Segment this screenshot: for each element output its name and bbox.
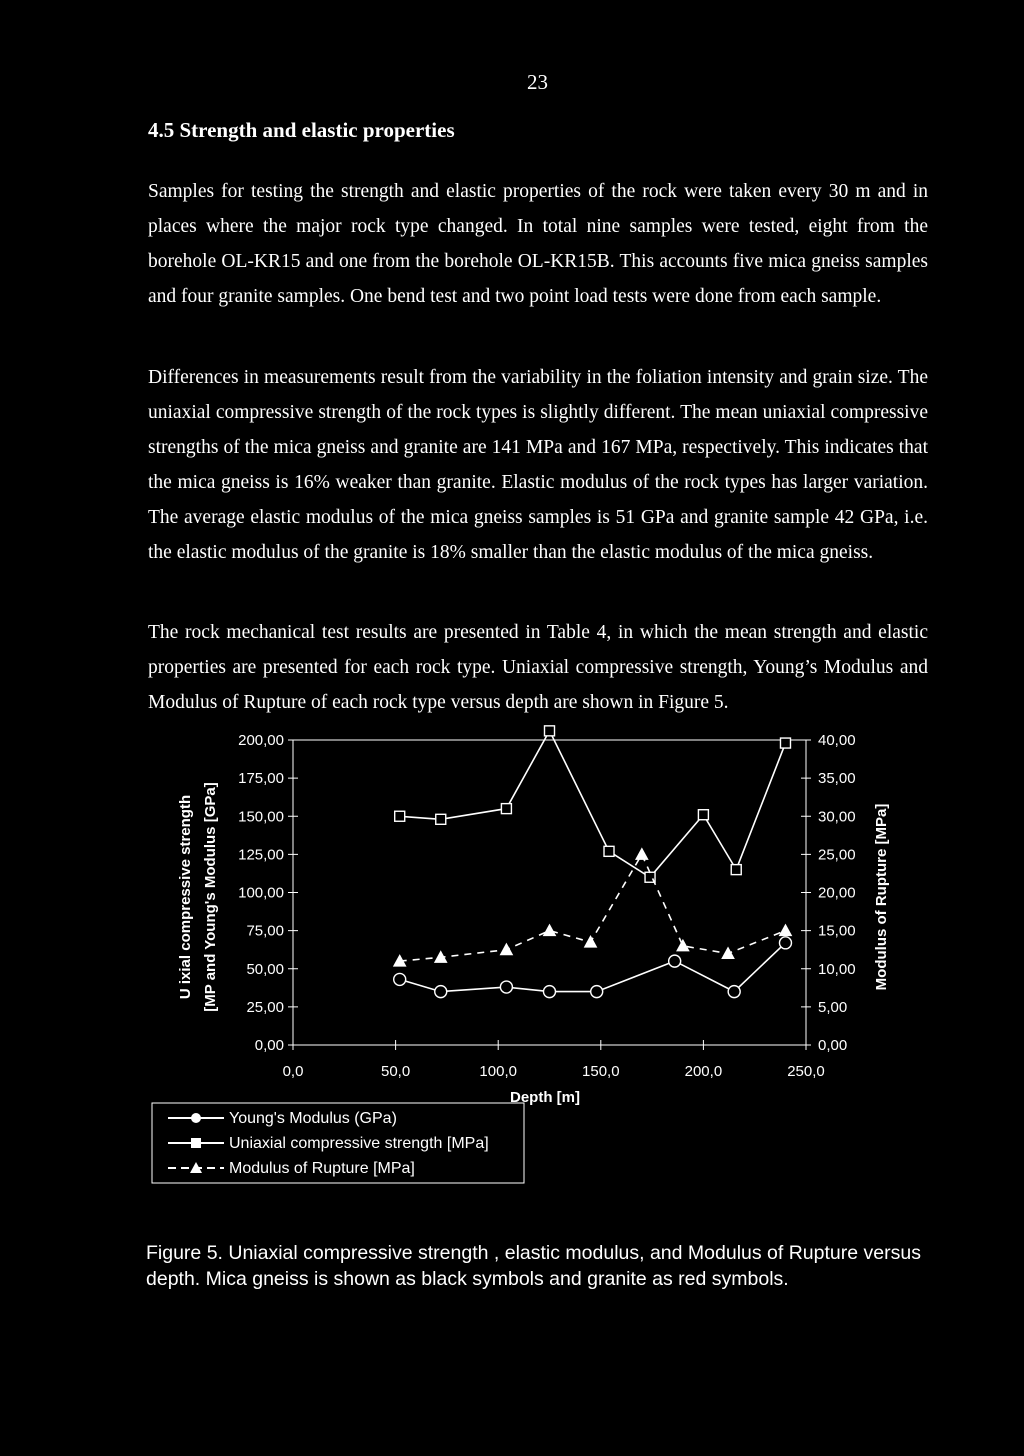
y2-tick-label: 20,00 — [818, 884, 856, 902]
y-tick-label: 0,00 — [254, 1037, 284, 1054]
x-axis-title: Depth [m] — [510, 1089, 580, 1106]
young-modulus-point — [544, 986, 556, 998]
ucs-point — [698, 810, 708, 820]
young-modulus-point — [779, 937, 791, 949]
y-tick-label: 50,00 — [246, 960, 284, 978]
x-tick-label: 100,0 — [479, 1063, 517, 1080]
ucs-point — [395, 811, 405, 821]
legend-ucs-label: Uniaxial compressive strength [MPa] — [229, 1135, 489, 1152]
y-tick-label: 125,00 — [238, 846, 284, 864]
legend-entries — [0, 1085, 1024, 1190]
paragraph-results: The rock mechanical test results are presented in Table 4, in which the mean strength and elastic properties are presented for each rock type. Uniaxial compressive strength, Young’s Modulus and Modulus of Rupture of each rock type versus depth are shown in Figure 5. — [148, 622, 928, 713]
mor-point — [544, 925, 556, 936]
series-layer — [394, 726, 792, 998]
series-line-1 — [400, 731, 786, 878]
y2-tick-label: 15,00 — [818, 922, 856, 940]
y2-tick-label: 25,00 — [818, 846, 856, 864]
y2-axis-title: Modulus of Rupture [MPa] — [873, 803, 890, 991]
y2-tick-label: 40,00 — [818, 732, 856, 749]
figure-caption — [146, 1240, 926, 1292]
legend-young-label: Young's Modulus (GPa) — [229, 1110, 397, 1127]
figure-5-chart — [0, 725, 1024, 1115]
y-tick-label: 200,00 — [238, 732, 284, 749]
y-axis-title-line2: [MP and Young's Modulus [GPa] — [202, 782, 219, 1012]
young-modulus-point — [728, 986, 740, 998]
mor-point — [677, 940, 689, 951]
y-tick-label: 150,00 — [238, 808, 284, 826]
x-tick-label: 50,0 — [380, 1063, 411, 1080]
y-tick-label: 25,00 — [246, 998, 284, 1016]
mor-point — [722, 948, 734, 959]
ucs-point — [545, 726, 555, 736]
ucs-point — [501, 804, 511, 814]
y2-tick-label: 5,00 — [818, 998, 848, 1016]
ucs-point — [780, 738, 790, 748]
x-tick-label: 200,0 — [684, 1063, 723, 1080]
young-modulus-point — [500, 981, 512, 993]
caption-line-1: Figure 5. Uniaxial compressive strength , elastic modulus, and Modulus of Rupture versus — [146, 1242, 921, 1264]
plot-area — [293, 740, 806, 1045]
x-tick-label: 150,0 — [582, 1063, 620, 1080]
paragraph-differences: Differences in measurements result from the variability in the foliation intensity and grain size. The uniaxial compressive strength of the rock types is slightly different. The mean uniaxial compressive strengths of the mica gneiss and granite are 141 MPa and 167 MPa, respectively. This indicates that the mica gneiss is 16% weaker than granite. Elastic modulus of the rock types has larger variation. The average elastic modulus of the mica gneiss samples is 51 GPa and granite sample 42 GPa, i.e. the elastic modulus of the granite is 18% smaller than the elastic modulus of the mica gneiss. — [148, 367, 928, 563]
mor-point — [779, 925, 791, 936]
young-modulus-point — [669, 955, 681, 967]
y-tick-label: 100,00 — [238, 884, 284, 902]
ucs-point — [436, 814, 446, 824]
paragraph-sampling: Samples for testing the strength and elastic properties of the rock were taken every 30 m and in places where the major rock type changed. In total nine samples were tested, eight from the borehole OL-KR15 and one from the borehole OL-KR15B. This accounts five mica gneiss samples and four granite samples. One bend test and two point load tests were done from each sample. — [148, 181, 928, 307]
legend-ucs-marker — [191, 1138, 201, 1148]
mor-point — [500, 944, 512, 955]
y-axis-title-line1: U ixial compressive strength — [177, 794, 194, 1000]
caption-line-2: depth. Mica gneiss is shown as black symbols and granite as red symbols. — [146, 1268, 789, 1290]
y-tick-label: 175,00 — [238, 770, 284, 788]
y2-tick-label: 35,00 — [818, 770, 856, 788]
ucs-point — [604, 846, 614, 856]
y2-tick-label: 30,00 — [818, 808, 856, 826]
ucs-point — [731, 865, 741, 875]
x-tick-label: 250,0 — [787, 1063, 825, 1080]
mor-point — [585, 936, 597, 947]
section-heading: 4.5 Strength and elastic properties — [148, 118, 455, 142]
x-axis — [283, 1040, 825, 1080]
young-modulus-point — [435, 986, 447, 998]
page-number: 23 — [527, 70, 548, 94]
y-tick-label: 75,00 — [246, 922, 284, 940]
young-modulus-point — [394, 973, 406, 985]
y2-tick-label: 0,00 — [818, 1037, 848, 1054]
mor-point — [636, 848, 648, 859]
young-modulus-point — [591, 986, 603, 998]
legend-young-marker — [191, 1113, 201, 1123]
x-tick-label: 0,0 — [282, 1063, 304, 1080]
y2-tick-label: 10,00 — [818, 960, 856, 978]
left-y-axis — [238, 732, 298, 1054]
right-y-axis — [801, 732, 856, 1054]
legend-mor-label: Modulus of Rupture [MPa] — [229, 1160, 415, 1177]
